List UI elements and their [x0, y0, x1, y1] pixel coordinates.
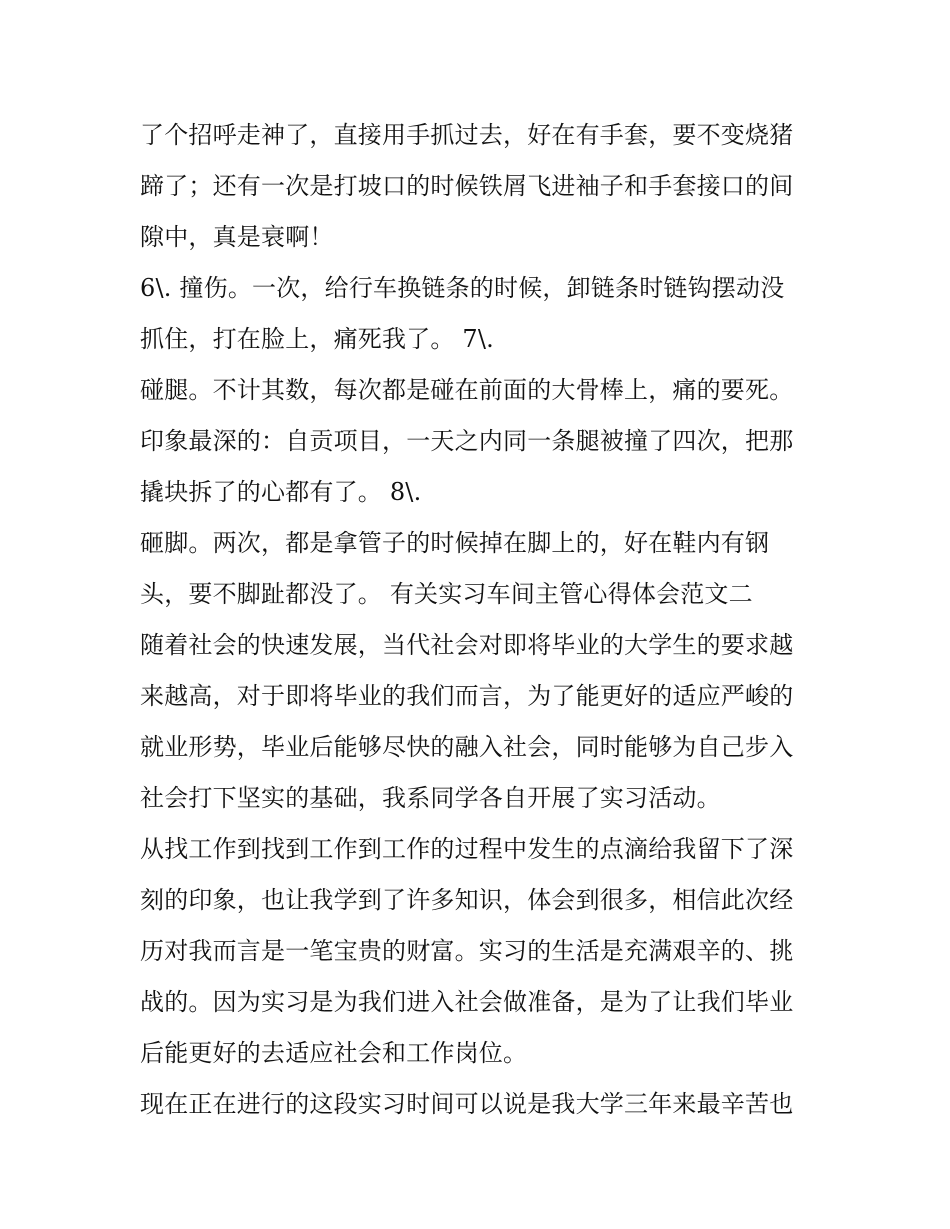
text-line: 蹄了；还有一次是打坡口的时候铁屑飞进袖子和手套接口的间 — [140, 172, 794, 200]
text-line: 撬块拆了的心都有了。 8\. — [140, 478, 422, 506]
text-line: 6\. 撞伤。一次，给行车换链条的时候，卸链条时链钩摆动没 — [140, 274, 785, 302]
text-line: 头，要不脚趾都没了。 有关实习车间主管心得体会范文二 — [140, 580, 753, 608]
text-line: 社会打下坚实的基础，我系同学各自开展了实习活动。 — [140, 784, 721, 812]
text-line: 砸脚。两次，都是拿管子的时候掉在脚上的，好在鞋内有钢 — [140, 529, 770, 557]
text-line: 历对我而言是一笔宝贵的财富。实习的生活是充满艰辛的、挑 — [140, 937, 794, 965]
text-line: 碰腿。不计其数，每次都是碰在前面的大骨棒上，痛的要死。 — [140, 376, 794, 404]
text-line: 后能更好的去适应社会和工作岗位。 — [140, 1039, 528, 1067]
text-line: 战的。因为实习是为我们进入社会做准备，是为了让我们毕业 — [140, 988, 794, 1016]
text-line: 随着社会的快速发展，当代社会对即将毕业的大学生的要求越 — [140, 631, 794, 659]
text-line: 来越高，对于即将毕业的我们而言，为了能更好的适应严峻的 — [140, 682, 794, 710]
text-line: 了个招呼走神了，直接用手抓过去，好在有手套，要不变烧猪 — [140, 121, 794, 149]
text-line: 印象最深的：自贡项目，一天之内同一条腿被撞了四次，把那 — [140, 427, 794, 455]
text-line: 刻的印象，也让我学到了许多知识，体会到很多，相信此次经 — [140, 886, 794, 914]
text-line: 就业形势，毕业后能够尽快的融入社会，同时能够为自己步入 — [140, 733, 794, 761]
document-body — [140, 110, 820, 1130]
text-line: 抓住，打在脸上，痛死我了。 7\. — [140, 325, 495, 353]
text-line: 隙中，真是衰啊！ — [140, 223, 334, 251]
text-line: 现在正在进行的这段实习时间可以说是我大学三年来最辛苦也 — [140, 1090, 794, 1118]
text-line: 从找工作到找到工作到工作的过程中发生的点滴给我留下了深 — [140, 835, 794, 863]
